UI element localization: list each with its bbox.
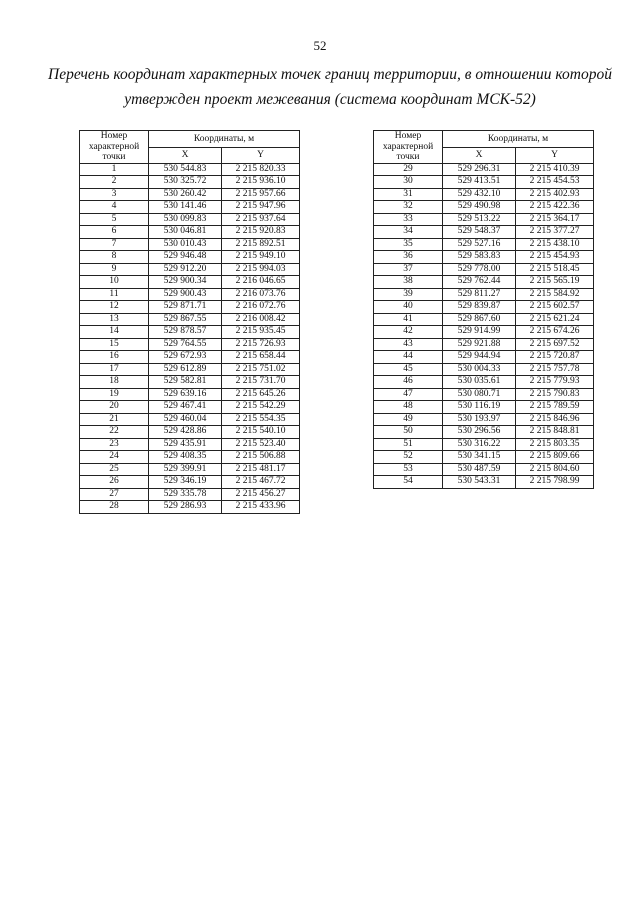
cell-point-number: 11: [80, 288, 149, 301]
cell-point-number: 34: [374, 226, 443, 239]
cell-y: 2 215 364.17: [516, 213, 594, 226]
cell-point-number: 41: [374, 313, 443, 326]
cell-y: 2 215 848.81: [516, 426, 594, 439]
table-row: [374, 251, 594, 264]
cell-y: 2 215 554.35: [222, 413, 300, 426]
cell-point-number: 45: [374, 363, 443, 376]
cell-y: 2 215 936.10: [222, 176, 300, 189]
table-row: [80, 413, 300, 426]
cell-point-number: 6: [80, 226, 149, 239]
cell-point-number: 30: [374, 176, 443, 189]
cell-x: 529 912.20: [149, 263, 222, 276]
cell-point-number: 46: [374, 376, 443, 389]
cell-point-number: 23: [80, 438, 149, 451]
cell-x: 529 408.35: [149, 451, 222, 464]
cell-x: 529 399.91: [149, 463, 222, 476]
cell-x: 530 141.46: [149, 201, 222, 214]
cell-point-number: 2: [80, 176, 149, 189]
cell-y: 2 215 377.27: [516, 226, 594, 239]
cell-y: 2 215 820.33: [222, 163, 300, 176]
table-row: [80, 501, 300, 514]
cell-point-number: 5: [80, 213, 149, 226]
header-point-number-line-1: Номер: [394, 131, 422, 141]
header-point-number: [374, 131, 443, 164]
table-row: [80, 251, 300, 264]
coordinates-table-right: [373, 130, 594, 489]
cell-x: 530 116.19: [443, 401, 516, 414]
cell-y: 2 215 720.87: [516, 351, 594, 364]
table-row: [80, 438, 300, 451]
cell-point-number: 39: [374, 288, 443, 301]
cell-y: 2 215 402.93: [516, 188, 594, 201]
cell-y: 2 215 438.10: [516, 238, 594, 251]
table-row: [80, 201, 300, 214]
cell-point-number: 47: [374, 388, 443, 401]
cell-y: 2 215 565.19: [516, 276, 594, 289]
cell-y: 2 215 454.53: [516, 176, 594, 189]
cell-point-number: 54: [374, 476, 443, 489]
cell-x: 529 900.43: [149, 288, 222, 301]
cell-y: 2 215 804.60: [516, 463, 594, 476]
cell-x: 529 296.31: [443, 163, 516, 176]
cell-point-number: 44: [374, 351, 443, 364]
table-row: [374, 476, 594, 489]
cell-point-number: 22: [80, 426, 149, 439]
cell-x: 529 672.93: [149, 351, 222, 364]
table-row: [80, 301, 300, 314]
cell-point-number: 10: [80, 276, 149, 289]
cell-point-number: 32: [374, 201, 443, 214]
cell-y: 2 216 008.42: [222, 313, 300, 326]
cell-x: 530 004.33: [443, 363, 516, 376]
cell-point-number: 40: [374, 301, 443, 314]
table-row: [374, 313, 594, 326]
cell-point-number: 43: [374, 338, 443, 351]
cell-point-number: 26: [80, 476, 149, 489]
document-title: [40, 62, 620, 112]
table-row: [374, 238, 594, 251]
cell-point-number: 48: [374, 401, 443, 414]
cell-point-number: 42: [374, 326, 443, 339]
table-row: [80, 213, 300, 226]
header-point-number-line-3: точки: [396, 152, 420, 162]
cell-y: 2 215 481.17: [222, 463, 300, 476]
cell-x: 529 762.44: [443, 276, 516, 289]
table-row: [374, 213, 594, 226]
cell-x: 529 878.57: [149, 326, 222, 339]
cell-point-number: 52: [374, 451, 443, 464]
table-left-body: [80, 163, 300, 513]
table-row: [80, 488, 300, 501]
cell-y: 2 216 072.76: [222, 301, 300, 314]
cell-y: 2 215 433.96: [222, 501, 300, 514]
table-row: [374, 263, 594, 276]
cell-y: 2 215 935.45: [222, 326, 300, 339]
cell-point-number: 29: [374, 163, 443, 176]
table-row: [80, 238, 300, 251]
table-row: [374, 163, 594, 176]
table-row: [374, 451, 594, 464]
cell-y: 2 215 731.70: [222, 376, 300, 389]
cell-y: 2 215 456.27: [222, 488, 300, 501]
cell-x: 529 286.93: [149, 501, 222, 514]
table-row: [374, 226, 594, 239]
cell-y: 2 215 937.64: [222, 213, 300, 226]
cell-x: 529 513.22: [443, 213, 516, 226]
cell-point-number: 4: [80, 201, 149, 214]
cell-x: 529 467.41: [149, 401, 222, 414]
table-row: [80, 263, 300, 276]
cell-y: 2 215 803.35: [516, 438, 594, 451]
cell-x: 530 099.83: [149, 213, 222, 226]
header-x: X: [443, 148, 516, 163]
title-line-1: Перечень координат характерных точек границ территории, в отношении которой: [48, 66, 612, 83]
cell-x: 529 871.71: [149, 301, 222, 314]
cell-point-number: 51: [374, 438, 443, 451]
cell-point-number: 7: [80, 238, 149, 251]
header-point-number-line-2: характерной: [382, 141, 434, 152]
table-row: [374, 288, 594, 301]
header-x: X: [149, 148, 222, 163]
cell-point-number: 37: [374, 263, 443, 276]
table-row: [80, 451, 300, 464]
cell-y: 2 215 602.57: [516, 301, 594, 314]
cell-point-number: 18: [80, 376, 149, 389]
cell-y: 2 215 809.66: [516, 451, 594, 464]
table-row: [374, 463, 594, 476]
cell-point-number: 13: [80, 313, 149, 326]
cell-y: 2 215 422.36: [516, 201, 594, 214]
table-row: [80, 326, 300, 339]
table-row: [80, 426, 300, 439]
table-row: [374, 401, 594, 414]
coordinates-table-left: [79, 130, 300, 514]
cell-y: 2 215 994.03: [222, 263, 300, 276]
cell-x: 529 612.89: [149, 363, 222, 376]
page-number: 52: [313, 38, 327, 53]
cell-x: 529 764.55: [149, 338, 222, 351]
header-coordinates: Координаты, м: [443, 131, 594, 148]
cell-point-number: 20: [80, 401, 149, 414]
cell-y: 2 215 658.44: [222, 351, 300, 364]
cell-x: 530 296.56: [443, 426, 516, 439]
table-row: [80, 176, 300, 189]
cell-y: 2 215 645.26: [222, 388, 300, 401]
cell-x: 529 413.51: [443, 176, 516, 189]
cell-x: 529 435.91: [149, 438, 222, 451]
title-line-2: утвержден проект межевания (система координат МСК-52): [124, 91, 536, 108]
cell-point-number: 14: [80, 326, 149, 339]
cell-point-number: 27: [80, 488, 149, 501]
table-row: [374, 363, 594, 376]
cell-y: 2 215 523.40: [222, 438, 300, 451]
cell-point-number: 3: [80, 188, 149, 201]
cell-y: 2 215 674.26: [516, 326, 594, 339]
cell-x: 529 432.10: [443, 188, 516, 201]
cell-point-number: 12: [80, 301, 149, 314]
cell-x: 529 583.83: [443, 251, 516, 264]
table-row: [374, 351, 594, 364]
cell-x: 530 316.22: [443, 438, 516, 451]
cell-x: 530 010.43: [149, 238, 222, 251]
cell-y: 2 215 757.78: [516, 363, 594, 376]
header-y: Y: [222, 148, 300, 163]
cell-x: 530 543.31: [443, 476, 516, 489]
cell-x: 529 867.55: [149, 313, 222, 326]
cell-point-number: 53: [374, 463, 443, 476]
header-point-number: [80, 131, 149, 164]
cell-y: 2 215 454.93: [516, 251, 594, 264]
cell-point-number: 19: [80, 388, 149, 401]
table-row: [80, 313, 300, 326]
cell-y: 2 215 518.45: [516, 263, 594, 276]
cell-y: 2 215 892.51: [222, 238, 300, 251]
cell-y: 2 215 947.96: [222, 201, 300, 214]
cell-x: 530 260.42: [149, 188, 222, 201]
cell-y: 2 215 467.72: [222, 476, 300, 489]
table-row: [80, 351, 300, 364]
table-row: [80, 401, 300, 414]
table-row: [374, 301, 594, 314]
cell-x: 530 487.59: [443, 463, 516, 476]
cell-y: 2 215 540.10: [222, 426, 300, 439]
cell-point-number: 49: [374, 413, 443, 426]
cell-y: 2 215 506.88: [222, 451, 300, 464]
cell-point-number: 35: [374, 238, 443, 251]
cell-point-number: 16: [80, 351, 149, 364]
header-point-number-line-1: Номер: [100, 131, 128, 141]
cell-x: 529 778.00: [443, 263, 516, 276]
cell-x: 529 346.19: [149, 476, 222, 489]
cell-point-number: 1: [80, 163, 149, 176]
cell-y: 2 215 846.96: [516, 413, 594, 426]
table-row: [80, 476, 300, 489]
cell-x: 529 335.78: [149, 488, 222, 501]
cell-x: 529 527.16: [443, 238, 516, 251]
cell-point-number: 38: [374, 276, 443, 289]
cell-y: 2 215 920.83: [222, 226, 300, 239]
cell-x: 530 193.97: [443, 413, 516, 426]
cell-point-number: 25: [80, 463, 149, 476]
cell-y: 2 215 957.66: [222, 188, 300, 201]
table-row: [374, 188, 594, 201]
table-row: [80, 163, 300, 176]
cell-x: 529 490.98: [443, 201, 516, 214]
cell-y: 2 215 789.59: [516, 401, 594, 414]
cell-point-number: 9: [80, 263, 149, 276]
table-row: [80, 226, 300, 239]
cell-x: 530 080.71: [443, 388, 516, 401]
header-point-number-line-2: характерной: [88, 141, 140, 152]
cell-x: 530 544.83: [149, 163, 222, 176]
cell-y: 2 215 542.29: [222, 401, 300, 414]
cell-x: 529 548.37: [443, 226, 516, 239]
cell-x: 529 900.34: [149, 276, 222, 289]
cell-point-number: 50: [374, 426, 443, 439]
table-row: [80, 463, 300, 476]
cell-x: 529 914.99: [443, 326, 516, 339]
cell-x: 529 582.81: [149, 376, 222, 389]
table-row: [374, 338, 594, 351]
header-point-number-line-3: точки: [102, 152, 126, 162]
cell-point-number: 31: [374, 188, 443, 201]
cell-y: 2 215 751.02: [222, 363, 300, 376]
cell-point-number: 28: [80, 501, 149, 514]
cell-point-number: 15: [80, 338, 149, 351]
cell-x: 529 460.04: [149, 413, 222, 426]
cell-y: 2 215 621.24: [516, 313, 594, 326]
table-row: [80, 338, 300, 351]
table-row: [374, 413, 594, 426]
cell-y: 2 216 046.65: [222, 276, 300, 289]
cell-y: 2 215 798.99: [516, 476, 594, 489]
cell-x: 530 325.72: [149, 176, 222, 189]
cell-point-number: 36: [374, 251, 443, 264]
table-row: [374, 438, 594, 451]
cell-point-number: 33: [374, 213, 443, 226]
cell-x: 529 867.60: [443, 313, 516, 326]
cell-point-number: 21: [80, 413, 149, 426]
header-coordinates: Координаты, м: [149, 131, 300, 148]
table-row: [374, 426, 594, 439]
table-row: [80, 376, 300, 389]
cell-x: 529 946.48: [149, 251, 222, 264]
table-row: [80, 388, 300, 401]
table-row: [374, 276, 594, 289]
table-row: [80, 363, 300, 376]
cell-y: 2 215 584.92: [516, 288, 594, 301]
cell-x: 529 944.94: [443, 351, 516, 364]
table-row: [80, 188, 300, 201]
table-row: [374, 176, 594, 189]
cell-y: 2 215 410.39: [516, 163, 594, 176]
cell-x: 529 639.16: [149, 388, 222, 401]
cell-y: 2 215 790.83: [516, 388, 594, 401]
cell-y: 2 216 073.76: [222, 288, 300, 301]
cell-y: 2 215 949.10: [222, 251, 300, 264]
cell-y: 2 215 779.93: [516, 376, 594, 389]
table-row: [80, 288, 300, 301]
cell-y: 2 215 697.52: [516, 338, 594, 351]
cell-x: 529 428.86: [149, 426, 222, 439]
table-row: [374, 201, 594, 214]
table-row: [374, 326, 594, 339]
cell-x: 530 341.15: [443, 451, 516, 464]
cell-point-number: 8: [80, 251, 149, 264]
table-row: [374, 376, 594, 389]
table-row: [80, 276, 300, 289]
table-right-body: [374, 163, 594, 488]
cell-x: 530 046.81: [149, 226, 222, 239]
table-row: [374, 388, 594, 401]
cell-x: 529 811.27: [443, 288, 516, 301]
cell-point-number: 24: [80, 451, 149, 464]
header-y: Y: [516, 148, 594, 163]
cell-point-number: 17: [80, 363, 149, 376]
cell-y: 2 215 726.93: [222, 338, 300, 351]
cell-x: 529 921.88: [443, 338, 516, 351]
cell-x: 530 035.61: [443, 376, 516, 389]
cell-x: 529 839.87: [443, 301, 516, 314]
